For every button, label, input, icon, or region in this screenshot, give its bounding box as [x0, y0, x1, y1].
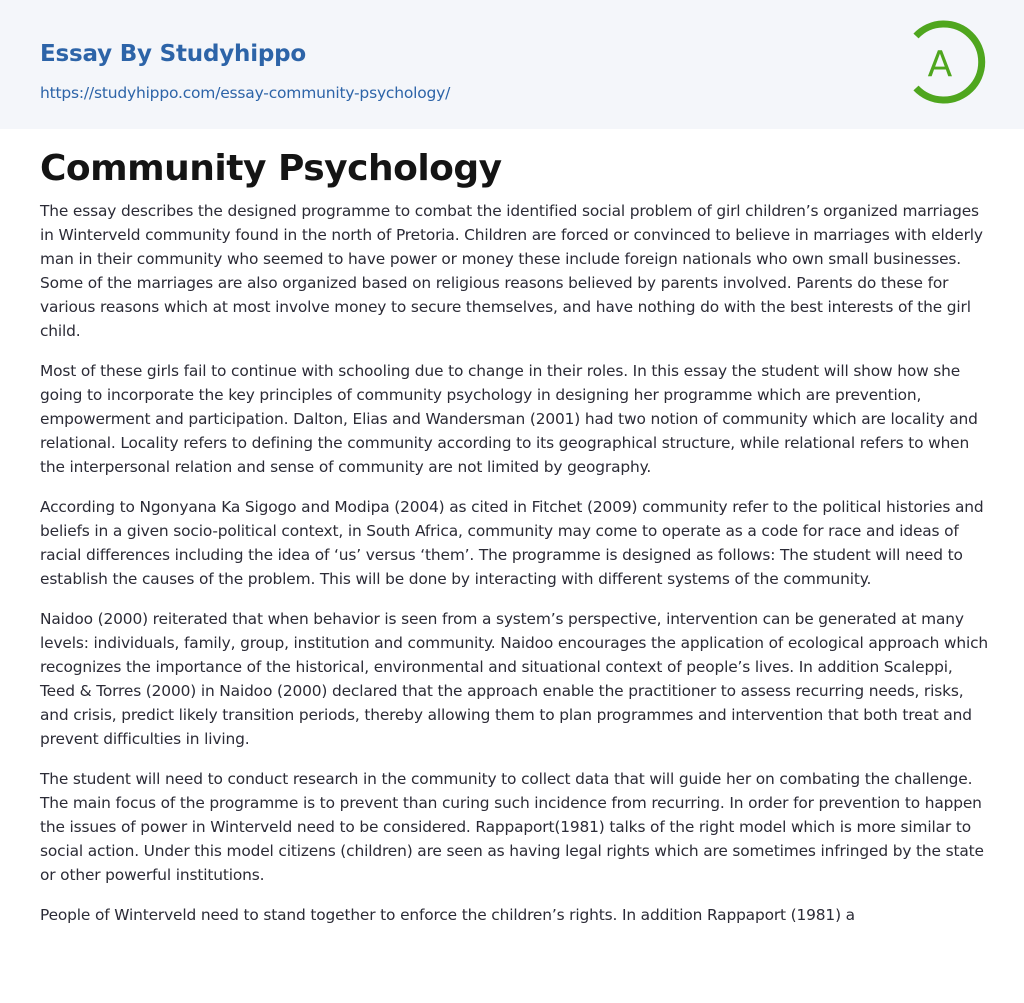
paragraph: People of Winterveld need to stand together to enforce the children’s rights. In addition Rappaport (1981) a	[40, 906, 855, 924]
site-title[interactable]: Essay By Studyhippo	[40, 41, 307, 67]
paragraph: Naidoo (2000) reiterated that when behavior is seen from a system’s perspective, intervention can be generated at many levels: individuals, family, group, institution and community. Naidoo encourages the application of ecological approach which recognizes the importance of the historical, environmental and situational context of people’s lives. In addition Scaleppi, Teed & Torres (2000) in Naidoo (2000) declared that the approach enable the practitioner to assess recurring needs, risks, and crisis, predict likely transition periods, thereby allowing them to plan programmes and intervention that both treat and prevent difficulties in living.	[40, 610, 988, 748]
article	[0, 147, 1024, 927]
page-title: Community Psychology	[40, 148, 502, 189]
paragraph: The essay describes the designed programme to combat the identified social problem of girl children’s organized marriages in Winterveld community found in the north of Pretoria. Children are forced or convinced to believe in marriages with elderly man in their community who seemed to have power or money these include foreign nationals who own small businesses. Some of the marriages are also organized based on religious reasons believed by parents involved. Parents do these for various reasons which at most involve money to secure themselves, and have nothing do with the best interests of the girl child.	[40, 202, 983, 340]
site-header	[0, 0, 1024, 129]
paragraph: The student will need to conduct research in the community to collect data that will guide her on combating the challenge. The main focus of the programme is to prevent than curing such incidence from recurring. In order for prevention to happen the issues of power in Winterveld need to be considered. Rappaport(1981) talks of the right model which is more similar to social action. Under this model citizens (children) are seen as having legal rights which are sometimes infringed by the state or other powerful institutions.	[40, 770, 984, 884]
studyhippo-logo-icon[interactable]	[908, 18, 988, 106]
essay-url-link[interactable]: https://studyhippo.com/essay-community-psychology/	[40, 84, 451, 102]
logo-letter: A	[927, 44, 953, 85]
paragraph: According to Ngonyana Ka Sigogo and Modipa (2004) as cited in Fitchet (2009) community refer to the political histories and beliefs in a given socio-political context, in South Africa, community may come to operate as a code for race and ideas of racial differences including the idea of ‘us’ versus ‘them’. The programme is designed as follows: The student will need to establish the causes of the problem. This will be done by interacting with different systems of the community.	[40, 498, 984, 588]
paragraph: Most of these girls fail to continue with schooling due to change in their roles. In this essay the student will show how she going to incorporate the key principles of community psychology in designing her programme which are prevention, empowerment and participation. Dalton, Elias and Wandersman (2001) had two notion of community which are locality and relational. Locality refers to defining the community according to its geographical structure, while relational refers to when the interpersonal relation and sense of community are not limited by geography.	[40, 362, 978, 476]
